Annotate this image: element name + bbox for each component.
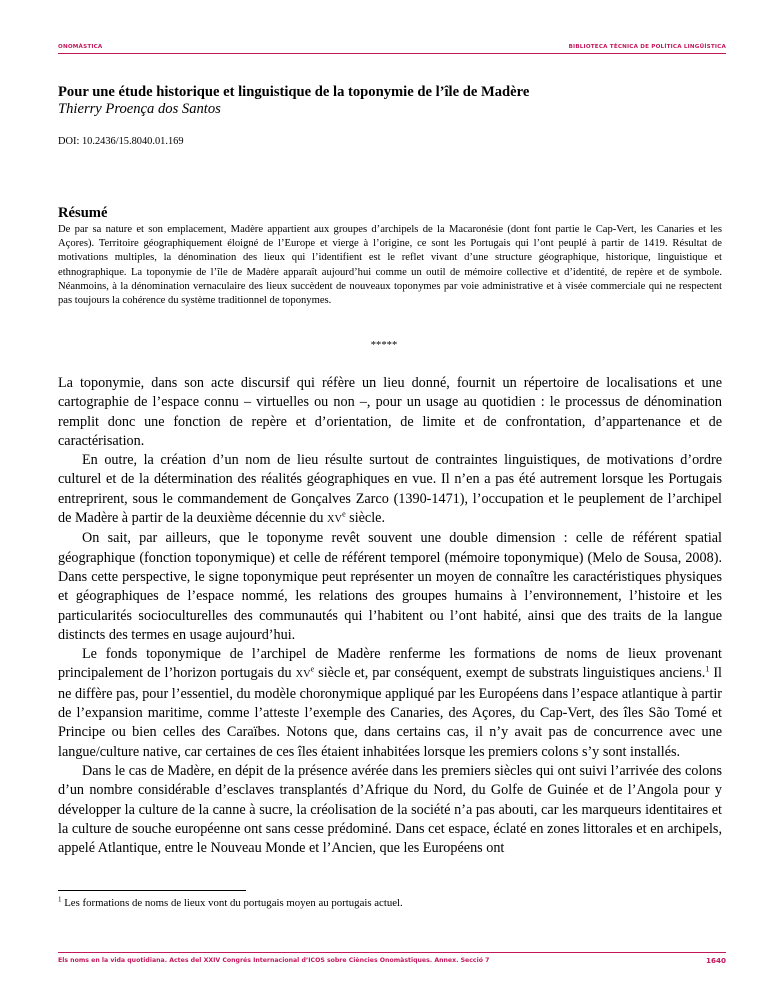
footer-citation: Els noms en la vida quotidiana. Actes del XXIV Congrés Internacional d’ICOS sobre Ciències Onomàstiques. Annex. Secció 7: [58, 957, 490, 964]
footnote-divider: [58, 890, 246, 891]
century-numeral: XV: [327, 514, 343, 526]
running-header-left: ONOMÀSTICA: [58, 44, 103, 50]
century-numeral: XV: [295, 669, 311, 681]
footnote-text: Les formations de noms de lieux vont du portugais moyen au portugais actuel.: [61, 897, 403, 909]
footnote-reference[interactable]: 1: [705, 664, 710, 674]
paragraph-text: Le fonds toponymique de l’archipel de Madère renferme les formations de noms de lieux provenant principalement de l’horizon portugais du: [58, 646, 722, 682]
footer-divider: [58, 952, 726, 953]
abstract-text: De par sa nature et son emplacement, Madère appartient aux groupes d’archipels de la Macaronésie (dont font partie le Cap-Vert, les Canaries et les Açores). Territoire géographiquement éloigné de l’Europe et vierge à l’origine, ce sont les Portugais qui l’ont peuplé à partir de 1419. Résultat de motivations multiples, la dénomination des lieux qui l’identifient est le reflet vivant d’une structure géographique, historique, linguistique et ethnographique. La toponymie de l’île de Madère apparaît aujourd’hui comme un outil de mémoire collective et d’identité, de repère et de symbole. Néanmoins, à la dénomination vernaculaire des lieux succèdent de nouveaux toponymes par voie administrative et à visée commerciale qui ne respectent pas toujours la cohérence du système traditionnel de toponymes.: [58, 224, 722, 307]
footnote-number: 1: [58, 895, 62, 904]
body-paragraph-1: La toponymie, dans son acte discursif qui réfère un lieu donné, fournit un répertoire de localisations et une cartographie de l’espace connu – virtuelles ou non –, pour un usage au quotidien : le processus de dénomination remplit donc une fonction de repère et d’orientation, de limite et de confrontation, d’appartenance et de caractérisation.: [58, 375, 722, 449]
paragraph-text: En outre, la création d’un nom de lieu résulte surtout de contraintes linguistiques, de motivations d’ordre culturel et de la détermination des réalités géographiques en vue. Il n’en a pas été autrement lorsque les Portugais entreprirent, sous le commandement de Gonçalves Zarco (1390-1471), l’occupation et le peuplement de l’archipel de Madère à partir de la deuxième décennie du: [58, 452, 722, 527]
header-divider: [58, 53, 726, 54]
body-paragraph-2: [58, 451, 722, 529]
superscript: e: [342, 509, 346, 519]
superscript: e: [310, 664, 315, 674]
section-separator: *****: [370, 340, 398, 351]
paragraph-text: siècle et, par conséquent, exempt de substrats linguistiques anciens.: [314, 665, 706, 682]
paragraph-text: siècle.: [345, 510, 386, 527]
article-doi: DOI: 10.2436/15.8040.01.169: [58, 136, 184, 147]
article-author: Thierry Proença dos Santos: [58, 101, 221, 117]
article-title: Pour une étude historique et linguistique de la toponymie de l’île de Madère: [58, 84, 530, 100]
paragraph-text: Il ne diffère pas, pour l’essentiel, du modèle choronymique appliqué par les Européens dans l’espace atlantique à partir de l’expansion maritime, comme l’atteste l’exemple des Canaries, des Açores, du Cap-Vert, des îles São Tomé et Principe ou bien celles des Caraïbes. Notons que, dans certains cas, il n’y avait pas de concurrence avec une langue/culture native, car certaines de ces îles étaient inhabitées lorsque les premiers colons s’y sont installés.: [58, 665, 722, 760]
article-body: [58, 374, 722, 858]
body-paragraph-5: Dans le cas de Madère, en dépit de la présence avérée dans les premiers siècles qui ont suivi l’arrivée des colons d’un nombre considérable d’esclaves transplantés d’Afrique du Nord, du Golfe de Guinée et de l’Angola pour y développer la culture de la canne à sucre, la créolisation de la société n’a pas abouti, car les marqueurs identitaires et la culture de souche européenne ont sans cesse prédominé. Dans cet espace, éclaté en zones littorales et en archipels, appelé Atlantique, entre le Nouveau Monde et l’Ancien, que les Européens ont: [58, 762, 722, 857]
footnote: [58, 897, 722, 909]
body-paragraph-3: On sait, par ailleurs, que le toponyme revêt souvent une double dimension : celle de référent spatial géographique (fonction toponymique) et celle de référent temporel (mémoire toponymique) (Melo de Sousa, 2008). Dans cette perspective, le signe toponymique peut représenter un moyen de connaître les caractéristiques physiques et géographiques de l’espace nommé, les relations des groupes humains à l’environnement, l’histoire et les particularités socioculturelles des communautés qui l’habitent ou l’ont habité, ainsi que des traits de la langue distincts des termes en usage aujourd’hui.: [58, 530, 722, 643]
body-paragraph-4: [58, 645, 722, 762]
running-header-right: BIBLIOTECA TÈCNICA DE POLÍTICA LINGÜÍSTICA: [568, 44, 726, 50]
page-number: 1640: [705, 956, 726, 965]
abstract-heading: Résumé: [58, 205, 108, 221]
